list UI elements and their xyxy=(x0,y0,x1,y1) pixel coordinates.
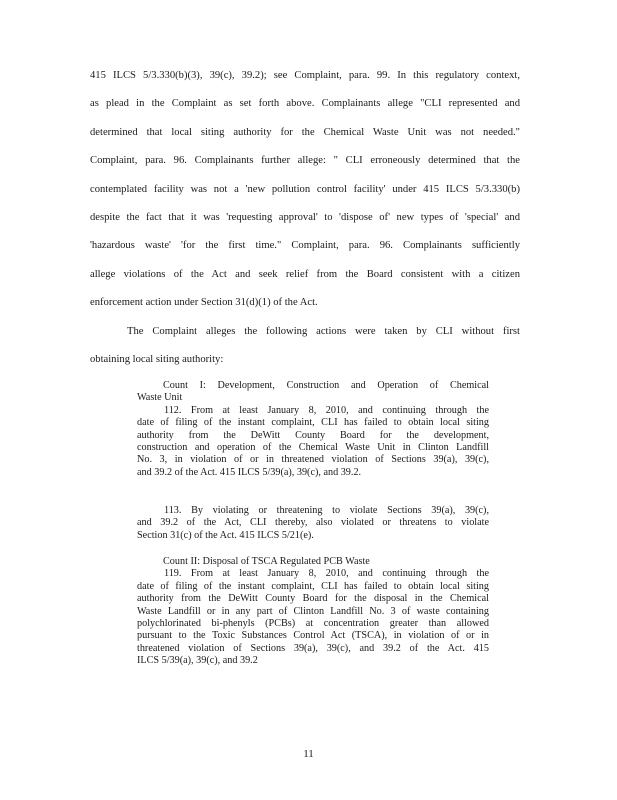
paragraph-112-line: date of filing of the instant complaint, CLI has failed to obtain local siting xyxy=(137,417,489,429)
paragraph-119-line: 119. From at least January 8, 2010, and continuing through the xyxy=(164,568,489,580)
body-line: as plead in the Complaint as set forth above. Complainants allege "CLI represented and xyxy=(90,98,520,110)
page-number: 11 xyxy=(303,748,314,760)
body-line: despite the fact that it was 'requesting approval' to 'dispose of' new types of 'special' and xyxy=(90,211,520,223)
paragraph-112-line: and 39.2 of the Act. 415 ILCS 5/39(a), 39(c), and 39.2. xyxy=(137,466,362,478)
body-line: Complaint, para. 96. Complainants further allege: " CLI erroneously determined that the xyxy=(90,155,520,167)
paragraph-112-line: 112. From at least January 8, 2010, and continuing through the xyxy=(164,404,489,416)
paragraph-113-block xyxy=(137,505,489,542)
body-text xyxy=(90,66,520,378)
paragraph-113-line: 113. By violating or threatening to violate Sections 39(a), 39(c), xyxy=(164,505,489,516)
body-line: 415 ILCS 5/3.330(b)(3), 39(c), 39.2); see Complaint, para. 99. In this regulatory context, xyxy=(90,70,520,81)
count-one-block xyxy=(137,380,489,479)
count-two-heading: Count II: Disposal of TSCA Regulated PCB Waste xyxy=(163,556,370,567)
paragraph-113-line: and 39.2 of the Act, CLI thereby, also violated or threatens to violate xyxy=(137,517,489,529)
paragraph-119-line: date of filing of the instant complaint, CLI has failed to obtain local siting xyxy=(137,580,489,592)
body-line: enforcement action under Section 31(d)(1) of the Act. xyxy=(90,297,318,309)
count-one-heading: Waste Unit xyxy=(137,392,183,404)
body-line: contemplated facility was not a 'new pollution control facility' under 415 ILCS 5/3.330(b) xyxy=(90,183,520,195)
paragraph-119-line: pursuant to the Toxic Substances Control Act (TSCA), in violation of or in xyxy=(137,630,489,642)
count-two-block xyxy=(137,556,489,668)
paragraph-119-line: threatened violation of Sections 39(a), 39(c), and 39.2 of the Act. 415 xyxy=(137,642,489,654)
paragraph-112-line: authority from the DeWitt County Board for the development, xyxy=(137,429,489,441)
intro-line: The Complaint alleges the following actions were taken by CLI without first xyxy=(127,325,520,337)
body-line: allege violations of the Act and seek relief from the Board consistent with a citizen xyxy=(90,268,520,280)
paragraph-113-line: Section 31(c) of the Act. 415 ILCS 5/21(e). xyxy=(137,529,314,541)
paragraph-119-line: polychlorinated bi-phenyls (PCBs) at concentration greater than allowed xyxy=(137,617,489,629)
paragraph-119-line: ILCS 5/39(a), 39(c), and 39.2 xyxy=(137,655,258,667)
count-one-heading: Count I: Development, Construction and Operation of Chemical xyxy=(163,380,489,391)
paragraph-119-line: Waste Landfill or in any part of Clinton Landfill No. 3 of waste containing xyxy=(137,605,489,617)
paragraph-112-line: construction and operation of the Chemical Waste Unit in Clinton Landfill xyxy=(137,441,489,453)
intro-line: obtaining local siting authority: xyxy=(90,353,224,365)
paragraph-119-line: authority from the DeWitt County Board for the disposal in the Chemical xyxy=(137,593,489,605)
paragraph-112-line: No. 3, in violation of or in threatened violation of Sections 39(a), 39(c), xyxy=(137,454,489,466)
body-line: determined that local siting authority for the Chemical Waste Unit was not needed." xyxy=(90,126,520,138)
body-line: 'hazardous waste' 'for the first time." Complaint, para. 96. Complainants sufficiently xyxy=(90,240,520,252)
